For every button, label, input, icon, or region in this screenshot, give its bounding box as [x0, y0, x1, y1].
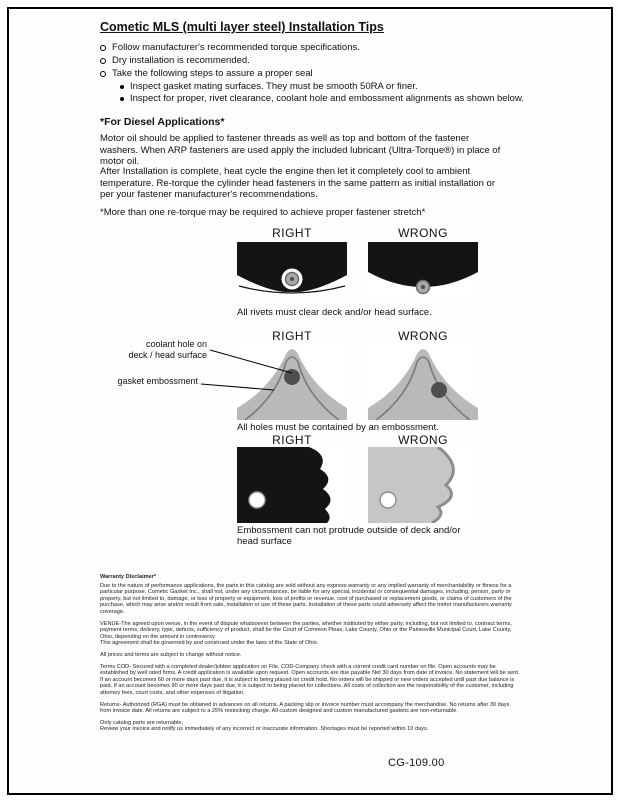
returns-paragraph: Returns- Authorized (RGA) must be obtained in advances on all returns. A packing slip or invoice number must accompany the merchandise. No returns after 30 days from invoice date. All returns are subject to a 25% restocking charge. All custom designed and custom manufactured gaskets are non-returnable.	[100, 701, 510, 715]
right-label-row2: RIGHT	[272, 329, 312, 343]
governing-law-line: This agreement shall be governed by and construed under the laws of the State of Ohio.	[100, 640, 319, 647]
right-label-row3: RIGHT	[272, 433, 312, 447]
deck-right-diagram	[237, 447, 347, 523]
diesel-paragraph-1: Motor oil should be applied to fastener threads as well as top and bottom of the fastener washers. When ARP fasteners are used apply the included lubricant (Ultra-Torque®) in place of motor oil.	[100, 133, 501, 167]
right-label-row1: RIGHT	[272, 226, 312, 240]
legal-disclaimer	[100, 574, 520, 738]
wrong-label-row2: WRONG	[398, 329, 448, 343]
bullet-text: Take the following steps to assure a proper seal	[112, 68, 313, 79]
wrong-label-row1: WRONG	[398, 226, 448, 240]
caption-row3: Embossment can not protrude outside of deck and/or head surface	[237, 525, 461, 547]
bullet-text: Follow manufacturer's recommended torque specifications.	[112, 42, 360, 53]
circle-bullet-icon	[100, 71, 106, 77]
warranty-paragraph: Due to the nature of performance applications, the parts in this catalog are sold without any express warranty or any implied warranty of merchantability or fitness for a particular purpose. Cometic Gasket Inc., shall not, under any circumstances, be liable for any special, incidental or consequential damages, including, person, party or property, but not limited to, damage, or loss of property or equipment, loss of profits or revenue, cost of purchased or replacement goods, or claims of customers of the purchase, which may arise and/or result from sale, installation or use of these parts. Installation of these parts could adversely affect the motor manufacturers warranty coverage.	[100, 582, 512, 615]
deck-wrong-diagram	[368, 447, 478, 523]
list-item	[100, 42, 540, 54]
callout-leader-lines	[198, 340, 302, 398]
bullet-text: Inspect gasket mating surfaces. They must be smooth 50RA or finer.	[130, 81, 418, 92]
bullet-text: Dry installation is recommended.	[112, 55, 250, 66]
bullet-text: Inspect for proper, rivet clearance, coolant hole and embossment alignments as shown below.	[130, 93, 524, 104]
page-title: Cometic MLS (multi layer steel) Installation Tips	[100, 20, 384, 34]
list-item	[120, 81, 550, 93]
embossment-wrong-diagram	[368, 344, 478, 420]
catalog-page-code: CG-109.00	[388, 757, 445, 769]
dot-bullet-icon	[120, 97, 124, 101]
caption-row1: All rivets must clear deck and/or head surface.	[237, 307, 432, 318]
circle-bullet-icon	[100, 58, 106, 64]
list-item	[120, 93, 550, 105]
prices-line: All prices and terms are subject to change without notice.	[100, 651, 242, 658]
caption-row2: All holes must be contained by an embossment.	[237, 422, 439, 433]
list-item	[100, 55, 540, 67]
rivet-wrong-diagram	[368, 242, 478, 299]
diesel-heading: *For Diesel Applications*	[100, 116, 225, 128]
gasket-embossment-callout: gasket embossment	[117, 376, 198, 386]
retorque-note: *More than one re-torque may be required to achieve proper fastener stretch*	[100, 207, 426, 218]
circle-bullet-icon	[100, 45, 106, 51]
wrong-label-row3: WRONG	[398, 433, 448, 447]
warranty-heading: Warranty Disclaimer*	[100, 574, 157, 580]
dot-bullet-icon	[120, 85, 124, 89]
list-item	[100, 68, 540, 80]
diesel-paragraph-2: After Installation is complete, heat cycle the engine then let it completely cool to ambient temperature. Re-torque the cylinder head fasteners in the same pattern as initial installation or per your fastener manufacturer's recommendations.	[100, 166, 495, 200]
terms-cod-paragraph: Terms COD- Secured with a completed dealer/jobber application on File, COD-Company check with a current credit card number on file. Open accounts may be established by well rated firms. A credit application is available upon request. Open accounts are due payable Net 30 days from date of invoice. No statement will be sent. If an account becomes 60 or more days past due, it is subject to being placed on credit hold. No orders will be shipped or new orders accepted until past due balance is paid. If an account becomes 90 or more days past due, it is subject to being placed for collections. All costs of collection are the responsibility of the customer, including attorney fees, court costs, and other expenses of litigation.	[100, 663, 520, 696]
review-invoice-line: Review your invoice and notify us immediately of any incorrect or inaccurate information. Shortages must be reported within 10 days.	[100, 726, 429, 733]
coolant-hole-callout: coolant hole on deck / head surface	[128, 339, 207, 360]
rivet-right-diagram	[237, 242, 347, 299]
catalog-parts-line: Only catalog parts are returnable.	[100, 719, 184, 726]
venue-paragraph: VENUE-The agreed upon venue, in the event of dispute whatsoever between the parties, whether instituted by either party, including, but not limited to, contract terms, payment terms, delivery, type, defects, sufficiency of product, shall be the Court of Common Pleas, Lake County, Ohio or the Painesville Municipal Court, Lake County, Ohio, depending on the amount in controversy.	[100, 620, 512, 640]
